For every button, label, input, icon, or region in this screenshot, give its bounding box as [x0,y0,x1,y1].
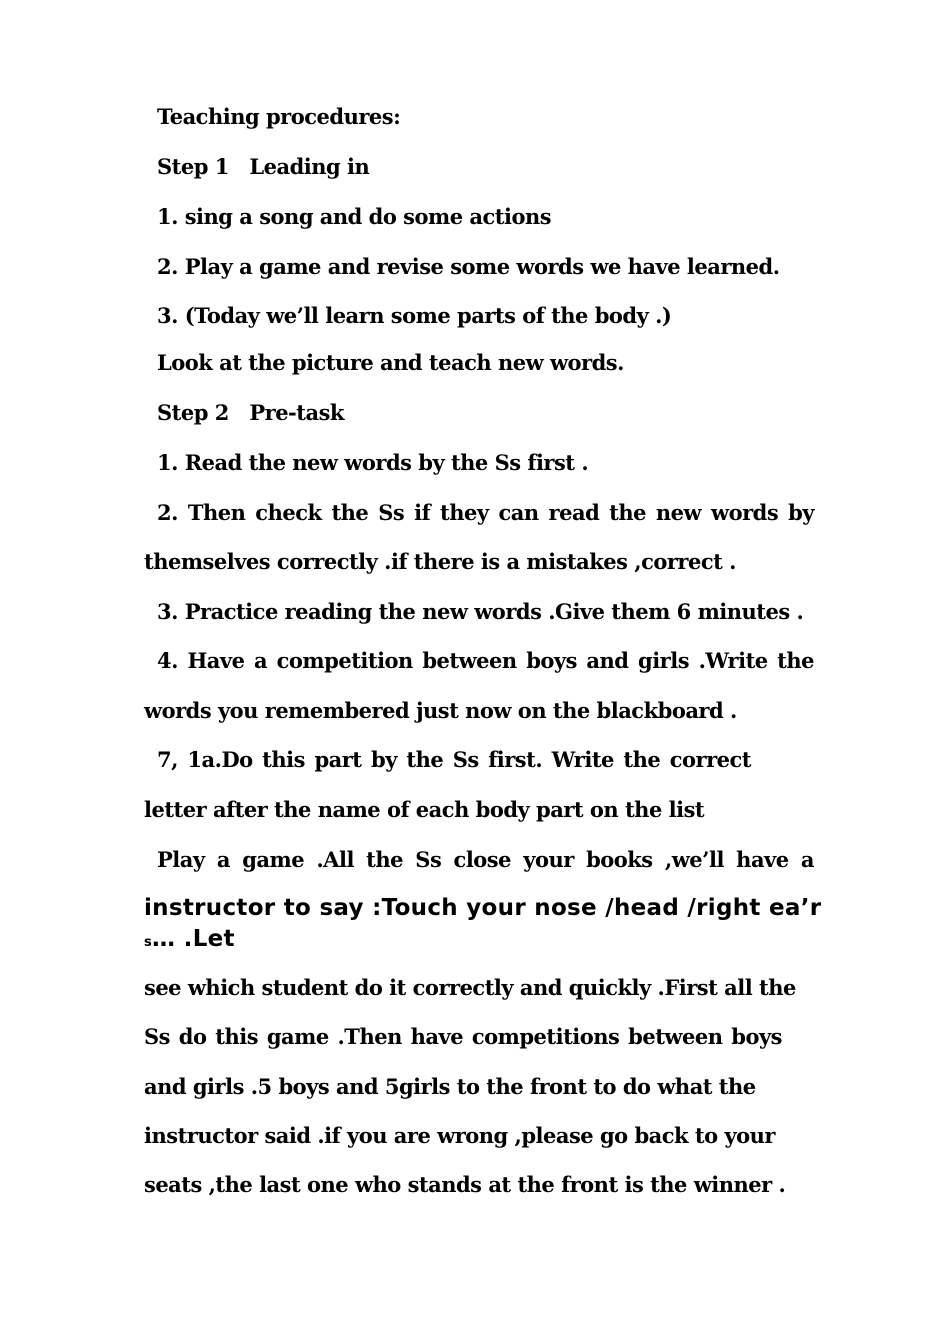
instructor-line-s: s [144,935,153,950]
step-1-item-3-continued: Look at the picture and teach new words. [157,350,624,375]
game-paragraph-line-1: Play a game .All the Ss close your books ,we’ll have a [157,847,814,872]
step-2-item-7-continued: letter after the name of each body part on the list [144,797,705,822]
game-paragraph-line-7: seats ,the last one who stands at the front is the winner . [144,1172,786,1197]
step-1-item-1: 1. sing a song and do some actions [157,204,552,229]
game-paragraph-line-2 [144,893,889,958]
step-1-heading: Step 1 Leading in [157,154,370,179]
game-paragraph-line-4: Ss do this game .Then have competitions between boys [144,1024,782,1049]
heading-teaching-procedures: Teaching procedures: [157,104,401,129]
step-1-item-2: 2. Play a game and revise some words we have learned. [157,254,780,279]
step-2-item-7: 7, 1a.Do this part by the Ss first. Write the correct [157,747,751,772]
step-1-item-3: 3. (Today we’ll learn some parts of the body .) [157,303,672,328]
step-2-item-4: 4. Have a competition between boys and girls .Write the [157,648,814,673]
game-paragraph-line-6: instructor said .if you are wrong ,please go back to your [144,1123,775,1148]
step-2-item-4-continued: words you remembered just now on the blackboard . [144,698,737,723]
step-2-item-3: 3. Practice reading the new words .Give them 6 minutes . [157,599,804,624]
step-2-item-1: 1. Read the new words by the Ss first . [157,450,589,475]
step-2-heading: Step 2 Pre-task [157,400,344,425]
step-2-item-2-continued: themselves correctly .if there is a mistakes ,correct . [144,549,736,574]
instructor-line-text: instructor to say :Touch your nose /head /right ea’r [144,895,822,921]
game-paragraph-line-3: see which student do it correctly and quickly .First all the [144,975,796,1000]
game-paragraph-line-5: and girls .5 boys and 5girls to the front to do what the [144,1074,756,1099]
instructor-line-let: … .Let [152,926,235,952]
step-2-item-2: 2. Then check the Ss if they can read the new words by [157,500,814,525]
